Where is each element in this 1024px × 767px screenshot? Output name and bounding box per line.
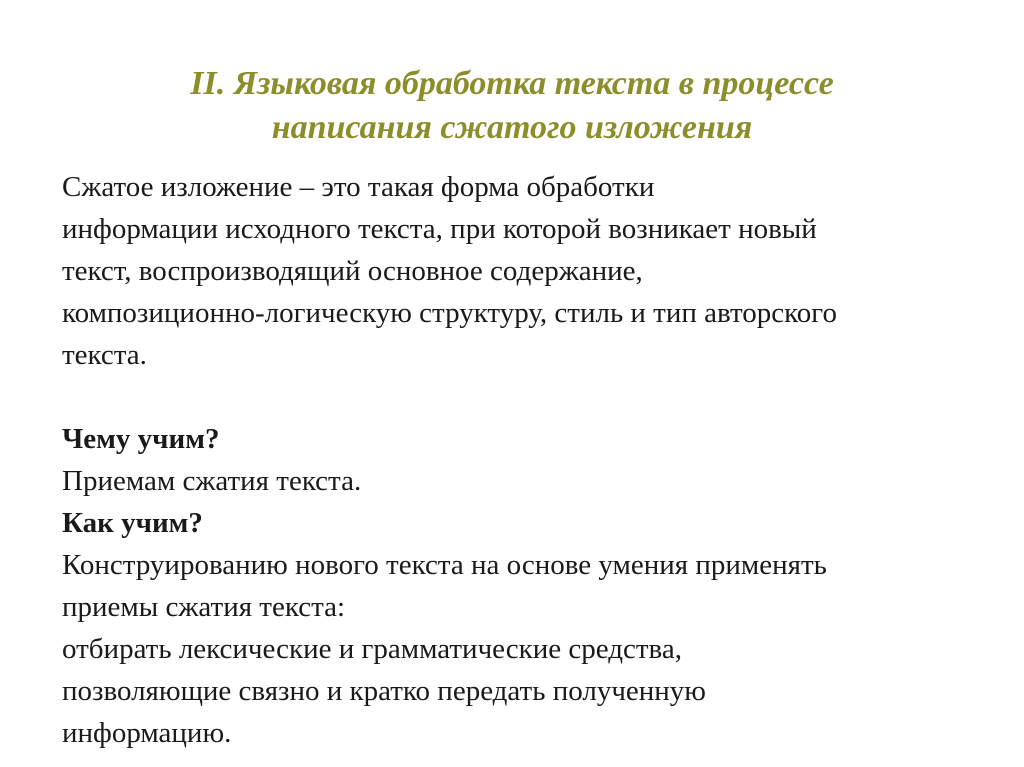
question-what-we-teach: Чему учим? [62, 423, 220, 455]
answer-how-line-1: Конструированию нового текста на основе умения применять [62, 549, 827, 581]
slide-body [62, 166, 1002, 754]
definition-line-5: текста. [62, 339, 147, 371]
definition-line-4: композиционно-логическую структуру, стиль и тип авторского [62, 297, 837, 329]
slide-title [0, 62, 1024, 150]
answer-what-we-teach: Приемам сжатия текста. [62, 465, 362, 497]
definition-line-1: Сжатое изложение – это такая форма обработки [62, 171, 655, 203]
question-how-we-teach: Как учим? [62, 507, 203, 539]
answer-how-line-2: приемы сжатия текста: [62, 591, 346, 623]
slide-title-line-1: II. Языковая обработка текста в процессе [190, 65, 834, 102]
answer-how-line-3: отбирать лексические и грамматические средства, [62, 633, 682, 665]
definition-line-2: информации исходного текста, при которой возникает новый [62, 213, 817, 245]
answer-how-line-4: позволяющие связно и кратко передать полученную [62, 675, 706, 707]
slide-title-line-2: написания сжатого изложения [271, 109, 753, 146]
definition-line-3: текст, воспроизводящий основное содержание, [62, 255, 643, 287]
answer-how-line-5: информацию. [62, 717, 232, 749]
paragraph-spacer [62, 376, 1002, 418]
